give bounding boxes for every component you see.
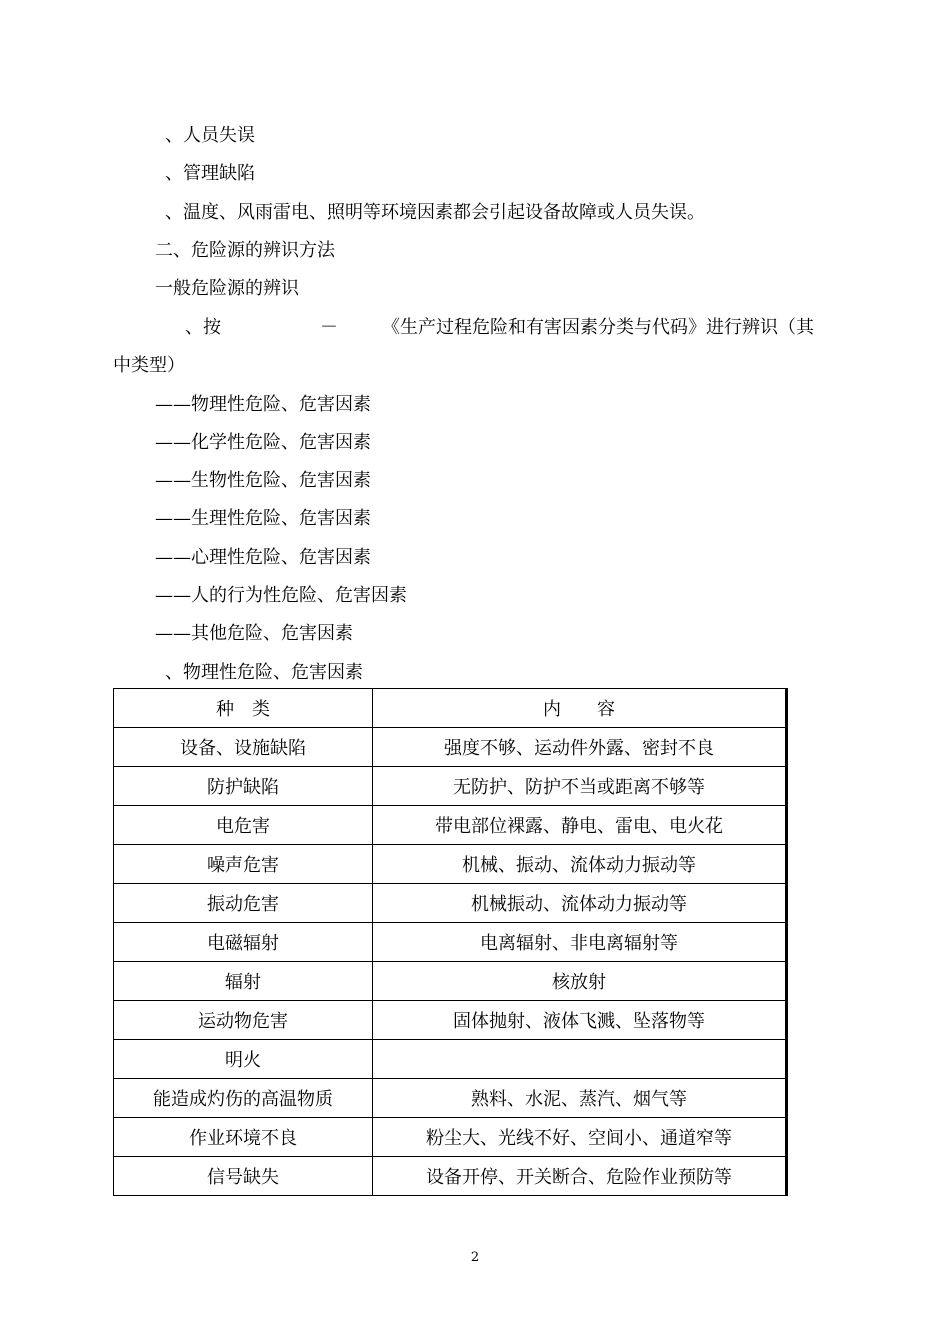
text-line-2: 、管理缺陷	[165, 163, 255, 184]
subsection-heading: 一般危险源的辨识	[155, 278, 299, 299]
text-line-7: 中类型）	[113, 355, 185, 376]
list-item: ——人的行为性危险、危害因素	[155, 585, 407, 606]
cell-category: 振动危害	[114, 884, 373, 923]
table-header-row	[114, 689, 787, 728]
cell-content: 机械振动、流体动力振动等	[373, 884, 787, 923]
hazard-table	[113, 688, 788, 1196]
cell-category: 电危害	[114, 806, 373, 845]
table-row	[114, 1157, 787, 1196]
cell-content: 强度不够、运动件外露、密封不良	[373, 728, 787, 767]
cell-content: 熟料、水泥、蒸汽、烟气等	[373, 1079, 787, 1118]
table-row	[114, 1001, 787, 1040]
table-row	[114, 962, 787, 1001]
text-line-1: 、人员失误	[165, 125, 255, 146]
cell-category: 辐射	[114, 962, 373, 1001]
table-row	[114, 923, 787, 962]
cell-category: 信号缺失	[114, 1157, 373, 1196]
list-item: ——化学性危险、危害因素	[155, 432, 371, 453]
page-number: 2	[470, 1250, 480, 1265]
list-item: ——心理性危险、危害因素	[155, 547, 371, 568]
table-row	[114, 806, 787, 845]
header-category: 种 类	[114, 689, 373, 728]
cell-content: 带电部位裸露、静电、雷电、电火花	[373, 806, 787, 845]
table-row	[114, 767, 787, 806]
table-caption: 、物理性危险、危害因素	[165, 662, 363, 683]
list-item: ——生理性危险、危害因素	[155, 508, 371, 529]
text-line-6c: 《生产过程危险和有害因素分类与代码》进行辨识（其	[382, 317, 814, 338]
table-row	[114, 1040, 787, 1079]
table-row	[114, 1079, 787, 1118]
cell-category: 防护缺陷	[114, 767, 373, 806]
cell-content: 核放射	[373, 962, 787, 1001]
cell-category: 运动物危害	[114, 1001, 373, 1040]
cell-content: 设备开停、开关断合、危险作业预防等	[373, 1157, 787, 1196]
text-line-6b: －	[320, 317, 338, 338]
list-item: ——物理性危险、危害因素	[155, 394, 371, 415]
cell-content: 机械、振动、流体动力振动等	[373, 845, 787, 884]
table-row	[114, 845, 787, 884]
list-item: ——其他危险、危害因素	[155, 623, 353, 644]
cell-content: 无防护、防护不当或距离不够等	[373, 767, 787, 806]
table-row	[114, 728, 787, 767]
cell-content: 电离辐射、非电离辐射等	[373, 923, 787, 962]
section-heading: 二、危险源的辨识方法	[155, 240, 335, 261]
cell-category: 明火	[114, 1040, 373, 1079]
text-line-6a: 、按	[185, 317, 221, 338]
cell-category: 能造成灼伤的高温物质	[114, 1079, 373, 1118]
cell-content: 固体抛射、液体飞溅、坠落物等	[373, 1001, 787, 1040]
table-row	[114, 884, 787, 923]
list-item: ——生物性危险、危害因素	[155, 470, 371, 491]
cell-category: 作业环境不良	[114, 1118, 373, 1157]
cell-category: 设备、设施缺陷	[114, 728, 373, 767]
header-content: 内 容	[373, 689, 787, 728]
cell-category: 电磁辐射	[114, 923, 373, 962]
text-line-3: 、温度、风雨雷电、照明等环境因素都会引起设备故障或人员失误。	[165, 202, 705, 223]
cell-content: 粉尘大、光线不好、空间小、通道窄等	[373, 1118, 787, 1157]
cell-content	[373, 1040, 787, 1079]
cell-category: 噪声危害	[114, 845, 373, 884]
table-row	[114, 1118, 787, 1157]
